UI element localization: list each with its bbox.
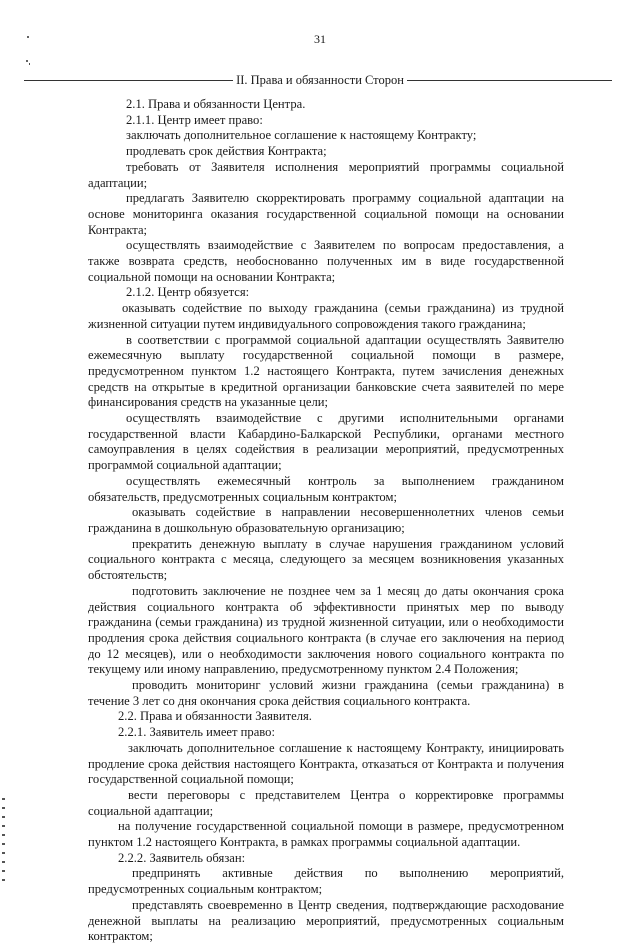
- scan-speck: [26, 60, 28, 62]
- paragraph: требовать от Заявителя исполнения мероприятий программы социальной адаптации;: [88, 159, 564, 190]
- paragraph: в соответствии с программой социальной адаптации осуществлять Заявителю ежемесячную выплату государственной социальной помощи в размере, предусмотренном пунктом 1.2 настоящего Контракта, путем зачисления денежных средств на открытые в кредитной организации банковские счета заявителей по мере финансирования средств на указанные цели;: [88, 332, 564, 410]
- paragraph: 2.2.1. Заявитель имеет право:: [118, 725, 275, 740]
- paragraph: оказывать содействие по выходу гражданина (семьи гражданина) из трудной жизненной ситуации путем индивидуального сопровождения такого гражданина;: [88, 301, 564, 331]
- paragraph: 2.2. Права и обязанности Заявителя.: [118, 709, 312, 724]
- paragraph: осуществлять взаимодействие с Заявителем по вопросам предоставления, а также возврата средств, необоснованно полученных им в виде государственной социальной помощи на основании Контракта;: [88, 238, 564, 284]
- paragraph: 2.1.2. Центр обязуется:: [126, 285, 250, 300]
- paragraph: прекратить денежную выплату в случае нарушения гражданином условий социального контракта с месяца, следующего за месяцем возникновения указанных обстоятельств;: [88, 536, 564, 583]
- scan-speck: [29, 63, 30, 65]
- section-heading: [0, 73, 640, 89]
- paragraph: представлять своевременно в Центр сведения, подтверждающие расходование денежной выплаты на реализацию мероприятий, предусмотренных социальным контрактом;: [88, 897, 564, 944]
- paragraph: на получение государственной социальной помощи в размере, предусмотренном пунктом 1.2 настоящего Контракта, в рамках программы социальной адаптации.: [88, 819, 564, 850]
- paragraph: осуществлять взаимодействие с другими исполнительными органами государственной власти Кабардино-Балкарской Республики, органами местного самоуправления в целях содействия в реализации мероприятий, предусмотренных программой социальной адаптации;: [88, 411, 564, 473]
- document-body: [88, 97, 564, 945]
- paragraph: осуществлять ежемесячный контроль за выполнением гражданином обязательств, предусмотренных социальным контрактом;: [88, 473, 564, 504]
- paragraph: проводить мониторинг условий жизни гражданина (семьи гражданина) в течение 3 лет со дня окончания срока действия социального контракта.: [88, 678, 564, 708]
- paragraph: 2.1.1. Центр имеет право:: [126, 112, 263, 127]
- paragraph: предпринять активные действия по выполнению мероприятий, предусмотренных социальным контрактом;: [88, 866, 564, 897]
- scan-edge-marks: [2, 798, 5, 888]
- paragraph: заключать дополнительное соглашение к настоящему Контракту, инициировать продление срока действия настоящего Контракта, отказаться от Контракта и получения государственной социальной помощи;: [88, 740, 564, 787]
- scan-speck: [27, 36, 29, 38]
- paragraph: 2.2.2. Заявитель обязан:: [118, 850, 246, 865]
- paragraph: оказывать содействие в направлении несовершеннолетних членов семьи гражданина в дошкольную образовательную организацию;: [88, 505, 564, 535]
- paragraph: вести переговоры с представителем Центра о корректировке программы социальной адаптации;: [88, 787, 564, 818]
- section-heading-text: II. Права и обязанности Сторон: [233, 73, 407, 87]
- paragraph: подготовить заключение не позднее чем за 1 месяц до даты окончания срока действия социального контракта об эффективности принятых мер по выводу гражданина (семьи гражданина) из трудной жизненной ситуации, или о необходимости продления срока действия социального контракта (в случае его заключения на период до 12 месяцев), или о необходимости заключения нового социального контракта по текущему или иному направлению, предусмотренному пунктом 2.4 Положения;: [88, 583, 564, 677]
- paragraph: заключать дополнительное соглашение к настоящему Контракту;: [126, 128, 477, 143]
- paragraph: продлевать срок действия Контракта;: [126, 144, 327, 159]
- paragraph: 2.1. Права и обязанности Центра.: [126, 97, 306, 111]
- paragraph: предлагать Заявителю скорректировать программу социальной адаптации на основе мониторинга оказания государственной социальной помощи на основании Контракта;: [88, 191, 564, 237]
- page-number: 31: [314, 32, 326, 46]
